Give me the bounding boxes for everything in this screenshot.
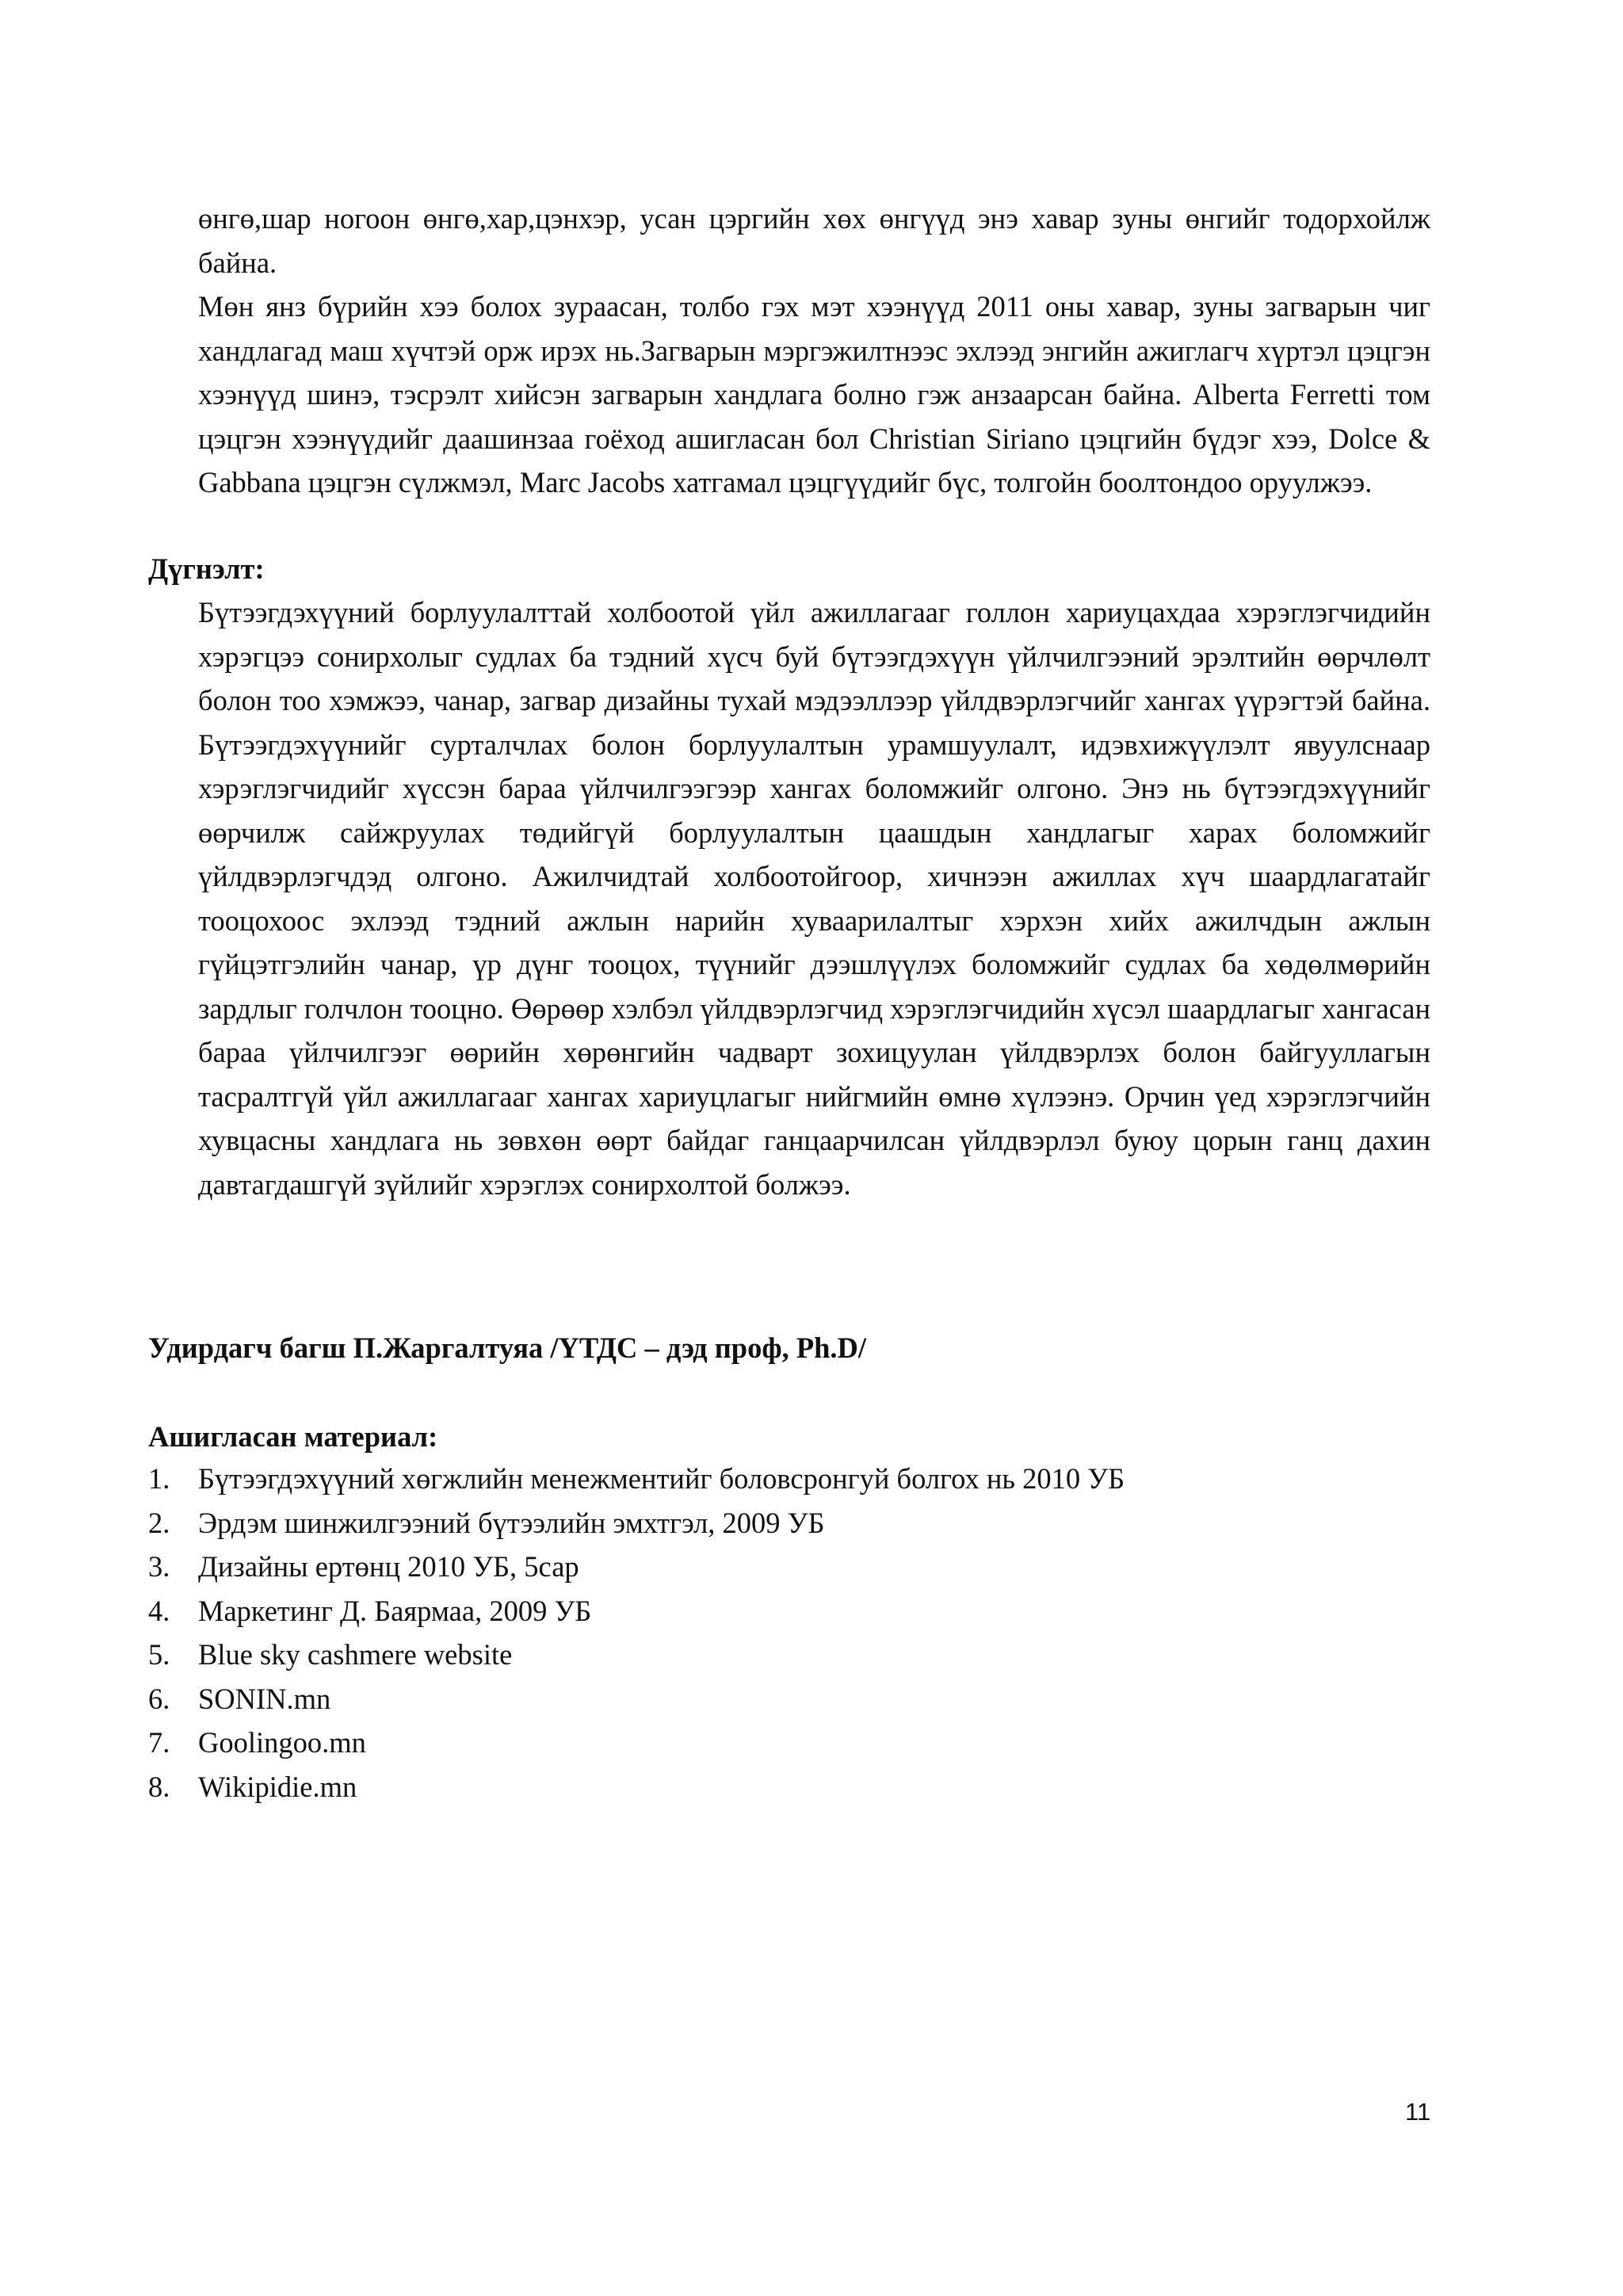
reference-item [148,1501,1125,1545]
reference-number: 1. [148,1462,170,1495]
reference-number: 8. [148,1770,170,1803]
reference-number: 4. [148,1594,170,1627]
reference-number: 6. [148,1682,170,1715]
reference-text: Эрдэм шинжилгээний бүтээлийн эмхтгэл, 2009 УБ [198,1506,825,1539]
reference-item [148,1721,1125,1765]
conclusion-heading: Дүгнэлт: [148,552,265,585]
reference-number: 2. [148,1506,170,1539]
reference-item [148,1633,1125,1677]
reference-item [148,1545,1125,1589]
reference-text: Goolingoo.mn [198,1726,366,1759]
reference-text: Wikipidie.mn [198,1770,357,1803]
reference-item [148,1677,1125,1721]
intro-paragraph: өнгө,шар ногоон өнгө,хар,цэнхэр, усан цэргийн хөх өнгүүд энэ хавар зуны өнгийг тодорхойлж байна. [198,202,1430,279]
reference-text: SONIN.mn [198,1682,331,1715]
references-heading: Ашигласан материал: [148,1420,438,1453]
reference-item [148,1589,1125,1633]
supervisor-line: Удирдагч багш П.Жаргалтуяа /ҮТДС – дэд проф, Ph.D/ [148,1331,867,1364]
page-number: 11 [1405,2098,1431,2126]
reference-number: 7. [148,1726,170,1759]
reference-number: 5. [148,1638,170,1671]
reference-number: 3. [148,1550,170,1583]
reference-text: Blue sky cashmere website [198,1638,513,1671]
reference-item [148,1457,1125,1501]
references-list [148,1457,1125,1809]
reference-text: Бүтээгдэхүүний хөгжлийн менежментийг боловсронгуй болгох нь 2010 УБ [198,1462,1125,1495]
conclusion-paragraph: Бүтээгдэхүүний борлуулалттай холбоотой үйл ажиллагааг голлон хариуцахдаа хэрэглэгчидийн хэрэгцээ сонирхолыг судлах ба тэдний хүсч буй бүтээгдэхүүн үйлчилгээний эрэлтийн өөрчлөлт болон тоо хэмжээ, чанар, загвар дизайны тухай мэдээллээр үйлдвэрлэгчийг хангах үүрэгтэй байна. Бүтээгдэхүүнийг сурталчлах болон борлуулалтын урамшуулалт, идэвхижүүлэлт явуулснаар хэрэглэгчидийг хүссэн бараа үйлчилгээгээр хангах боломжийг олгоно. Энэ нь бүтээгдэхүүнийг өөрчилж сайжруулах төдийгүй борлуулалтын цаашдын хандлагыг харах боломжийг үйлдвэрлэгчдэд олгоно. Ажилчидтай холбоотойгоор, хичнээн ажиллах хүч шаардлагатайг тооцохоос эхлээд тэдний ажлын нарийн хуваарилалтыг хэрхэн хийх ажилчдын ажлын гүйцэтгэлийн чанар, үр дүнг тооцох, түүнийг дээшлүүлэх боломжийг судлах ба хөдөлмөрийн зардлыг голчлон тооцно. Өөрөөр хэлбэл үйлдвэрлэгчид хэрэглэгчидийн хүсэл шаардлагыг хангасан бараа үйлчилгээг өөрийн хөрөнгийн чадварт зохицуулан үйлдвэрлэх болон байгууллагын тасралтгүй үйл ажиллагааг хангах хариуцлагыг нийгмийн өмнө хүлээнэ. Орчин үед хэрэглэгчийн хувцасны хандлага нь зөвхөн өөрт байдаг ганцаарчилсан үйлдвэрлэл буюу цорын ганц дахин давтагдашгүй зүйлийг хэрэглэх сонирхолтой болжээ. [198,596,1430,1201]
reference-text: Дизайны ертөнц 2010 УБ, 5сар [198,1550,579,1583]
reference-item [148,1765,1125,1809]
reference-text: Маркетинг Д. Баярмаа, 2009 УБ [198,1594,592,1627]
trends-paragraph: Мөн янз бүрийн хээ болох зураасан, толбо гэх мэт хээнүүд 2011 оны хавар, зуны загварын чиг хандлагад маш хүчтэй орж ирэх нь.Загварын мэргэжилтнээс эхлээд энгийн ажиглагч хүртэл цэцгэн хээнүүд шинэ, тэсрэлт хийсэн загварын хандлага болно гэж анзаарсан байна. Alberta Ferretti том цэцгэн хээнүүдийг даашинзаа гоёход ашигласан бол Christian Siriano цэцгийн бүдэг хээ, Dolce & Gabbana цэцгэн сүлжмэл, Marc Jacobs хатгамал цэцгүүдийг бүс, толгойн боолтондоо оруулжээ. [198,290,1430,499]
